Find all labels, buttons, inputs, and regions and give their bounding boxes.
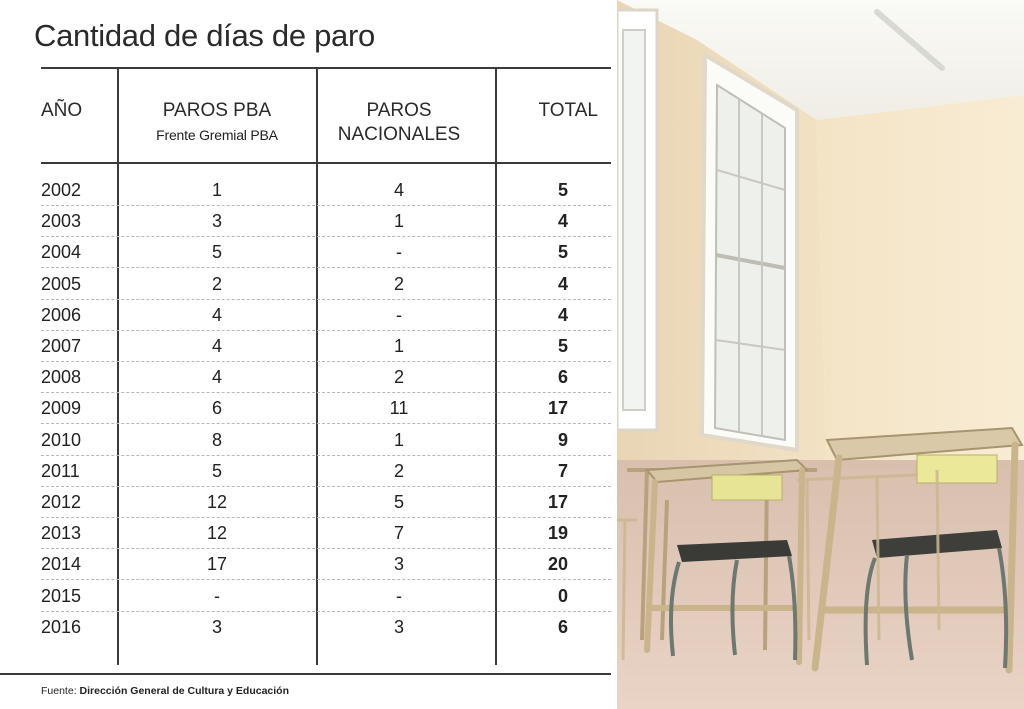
cell-paros-pba: 17: [206, 554, 228, 575]
source-label: Fuente:: [41, 685, 77, 697]
cell-total: 20: [547, 554, 568, 575]
cell-total: 4: [557, 211, 568, 232]
cell-paros-pba: 4: [211, 304, 222, 325]
header-paros-pba-sublabel: Frente Gremial PBA: [156, 127, 278, 143]
row-divider: [41, 423, 611, 424]
cell-total: 0: [557, 585, 568, 606]
row-divider: [41, 267, 611, 268]
cell-paros-nacionales: 3: [393, 616, 404, 637]
cell-total: 4: [557, 304, 568, 325]
cell-paros-pba: 4: [211, 367, 222, 388]
cell-paros-nacionales: 3: [393, 554, 404, 575]
cell-paros-nacionales: -: [396, 304, 402, 325]
cell-year: 2005: [41, 273, 82, 294]
cell-paros-nacionales: 11: [389, 398, 409, 419]
cell-paros-nacionales: -: [396, 242, 402, 263]
header-paros-nacionales-line2: NACIONALES: [337, 124, 461, 145]
cell-paros-pba: 12: [206, 523, 228, 544]
cell-year: 2003: [41, 211, 82, 232]
cell-paros-nacionales: 4: [393, 180, 404, 200]
classroom-photo: [617, 0, 1024, 709]
cell-paros-pba: 4: [211, 336, 222, 356]
cell-year: 2002: [41, 180, 82, 200]
header-year: AÑO: [41, 100, 83, 121]
header-rule: [41, 162, 611, 164]
cell-total: 6: [557, 616, 568, 637]
cell-paros-nacionales: 7: [393, 523, 404, 544]
cell-paros-pba: 3: [211, 616, 222, 637]
cell-total: 4: [557, 273, 568, 294]
cell-total: 19: [547, 523, 568, 544]
chart-title: Cantidad de días de paro: [34, 18, 375, 53]
cell-total: 7: [557, 460, 568, 481]
cell-total: 5: [557, 336, 568, 356]
row-divider: [41, 236, 611, 237]
cell-year: 2011: [41, 460, 80, 481]
cell-year: 2013: [41, 523, 82, 544]
header-paros-nacionales: [317, 99, 481, 147]
top-rule: [41, 67, 611, 69]
row-divider: [41, 548, 611, 549]
row-divider: [41, 299, 611, 300]
cell-total: 17: [547, 492, 568, 512]
cell-paros-pba: 5: [211, 460, 222, 481]
bottom-rule: [0, 673, 611, 675]
cell-paros-pba: 2: [211, 273, 222, 294]
cell-paros-pba: 5: [211, 242, 222, 263]
cell-paros-nacionales: 2: [393, 367, 404, 388]
cell-total: 17: [547, 398, 568, 419]
cell-year: 2016: [41, 616, 82, 637]
row-divider: [41, 579, 611, 580]
cell-year: 2009: [41, 398, 82, 419]
cell-year: 2015: [41, 585, 82, 606]
cell-paros-pba: 12: [206, 492, 228, 512]
classroom-illustration: [617, 0, 1024, 709]
cell-total: 6: [557, 367, 568, 388]
cell-paros-pba: 1: [211, 180, 222, 200]
header-paros-pba: [118, 99, 316, 147]
cell-total: 5: [557, 242, 568, 263]
cell-paros-nacionales: 1: [393, 429, 404, 450]
cell-total: 9: [557, 429, 568, 450]
cell-paros-nacionales: 2: [393, 460, 404, 481]
row-divider: [41, 205, 611, 206]
cell-year: 2010: [41, 429, 82, 450]
cell-paros-nacionales: 1: [393, 336, 404, 356]
cell-paros-pba: 3: [211, 211, 222, 232]
row-divider: [41, 611, 611, 612]
cell-year: 2004: [41, 242, 82, 263]
cell-year: 2006: [41, 304, 82, 325]
header-paros-nacionales-line1: PAROS: [366, 100, 432, 121]
header-total: TOTAL: [538, 100, 598, 121]
cell-paros-pba: 8: [211, 429, 222, 450]
row-divider: [41, 361, 611, 362]
source-note: [41, 685, 289, 697]
cell-year: 2014: [41, 554, 82, 575]
cell-year: 2008: [41, 367, 82, 388]
source-text: Dirección General de Cultura y Educación: [79, 685, 290, 697]
cell-paros-pba: 6: [211, 398, 222, 419]
row-divider: [41, 455, 611, 456]
cell-year: 2007: [41, 336, 82, 356]
cell-paros-pba: -: [214, 585, 220, 606]
cell-paros-nacionales: -: [396, 585, 402, 606]
cell-paros-nacionales: 2: [393, 273, 404, 294]
row-divider: [41, 517, 611, 518]
row-divider: [41, 486, 611, 487]
row-divider: [41, 330, 611, 331]
cell-year: 2012: [41, 492, 82, 512]
cell-paros-nacionales: 5: [393, 492, 404, 512]
header-paros-pba-label: PAROS PBA: [162, 100, 272, 121]
row-divider: [41, 392, 611, 393]
cell-total: 5: [557, 180, 568, 200]
cell-paros-nacionales: 1: [393, 211, 404, 232]
